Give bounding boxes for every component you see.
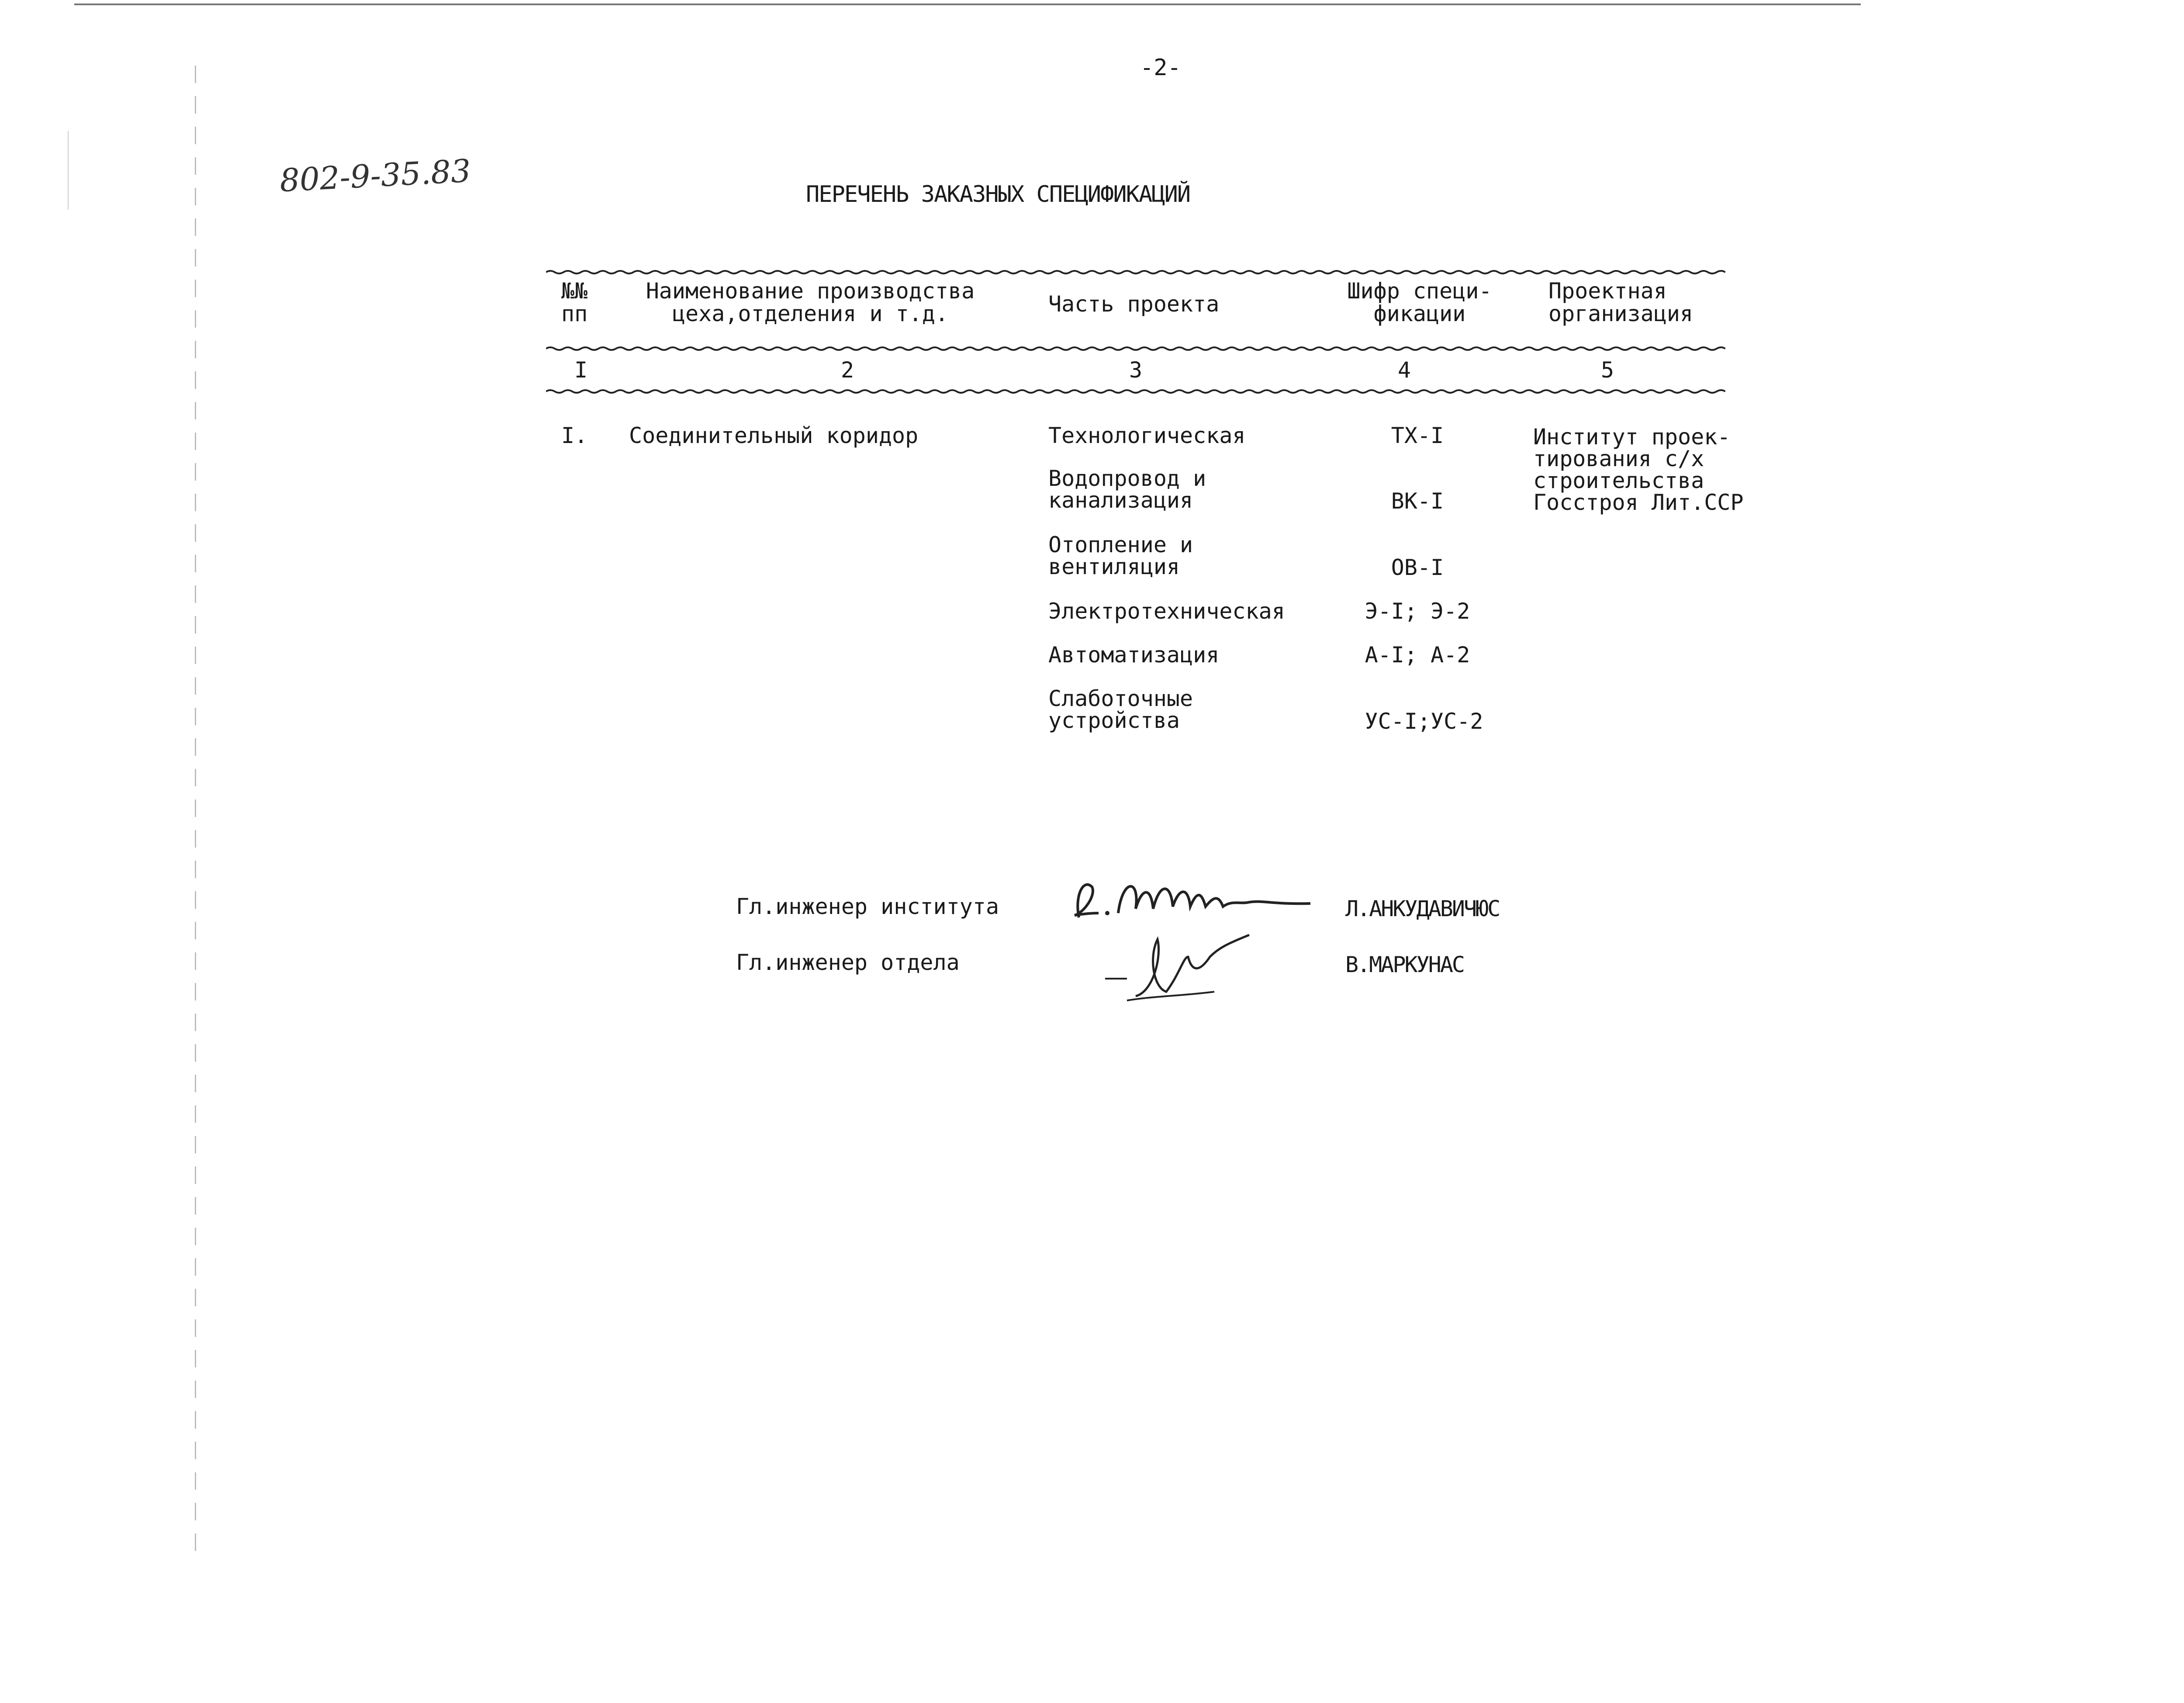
code-water: ВК-I [1391, 488, 1444, 514]
margin-line-outer [68, 131, 69, 210]
column-number-1: I [574, 357, 588, 383]
header-production-name: Наименование производства цеха,отделения и т.д. [646, 278, 975, 326]
header-project-part: Часть проекта [1048, 291, 1220, 317]
part-automation: Автоматизация [1048, 642, 1220, 668]
code-automation: А-I; А-2 [1365, 642, 1470, 668]
row-production-name: Соединительный коридор [629, 423, 919, 448]
scan-edge-line [74, 3, 1861, 5]
signature-role-institute: Гл.инженер института [736, 894, 999, 919]
page-title: ПЕРЕЧЕНЬ ЗАКАЗНЫХ СПЕЦИФИКАЦИЙ [806, 181, 1190, 208]
table-header-rule [546, 345, 1725, 352]
row-organization: Институт проек- тирования с/х строительства Госстроя Лит.ССР [1533, 424, 1744, 515]
signature-name-institute: Л.АНКУДАВИЧЮС [1345, 896, 1500, 921]
table-top-rule [546, 269, 1725, 276]
part-low-current: Слаботочные устройства [1048, 686, 1193, 733]
column-number-2: 2 [840, 357, 854, 383]
header-spec-code: Шифр специ- фикации [1347, 278, 1492, 326]
part-heating: Отопление и вентиляция [1048, 532, 1193, 579]
signature-name-department: В.МАРКУНАС [1345, 952, 1464, 977]
code-low-current: УС-I;УС-2 [1365, 709, 1483, 734]
column-number-3: 3 [1129, 357, 1143, 383]
part-electrical: Электротехническая [1048, 599, 1285, 624]
margin-line-left [195, 66, 196, 1551]
signature-mark-department [1101, 931, 1258, 1005]
part-technological: Технологическая [1048, 423, 1246, 448]
table-numbers-rule [546, 388, 1725, 395]
signature-mark-institute [1066, 869, 1319, 931]
part-water: Водопровод и канализация [1048, 466, 1206, 513]
column-number-4: 4 [1397, 357, 1411, 383]
header-num: №№ пп [561, 278, 588, 326]
doc-code: 802-9-35.83 [279, 152, 472, 199]
signature-role-department: Гл.инженер отдела [736, 950, 960, 975]
code-electrical: Э-I; Э-2 [1365, 599, 1470, 624]
code-heating: ОВ-I [1391, 555, 1444, 580]
column-number-5: 5 [1600, 357, 1614, 383]
code-technological: ТХ-I [1391, 423, 1444, 448]
page-number: -2- [1140, 55, 1181, 81]
header-organization: Проектная организация [1548, 278, 1693, 326]
row-number: I. [561, 423, 588, 448]
